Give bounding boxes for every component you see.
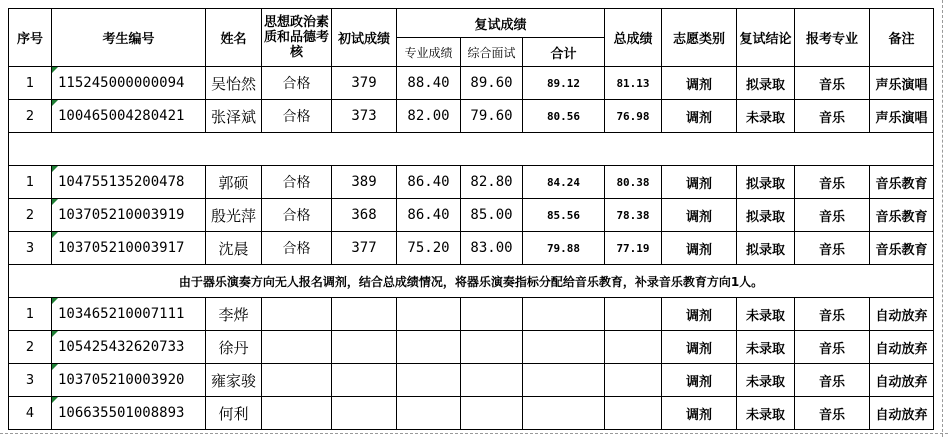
remark-cell[interactable]: 音乐教育	[870, 166, 934, 199]
col-volunteer-type-header[interactable]: 志愿类别	[662, 9, 737, 67]
major-score-cell[interactable]: 82.00	[397, 100, 461, 133]
major-score-cell[interactable]	[397, 298, 461, 331]
cell-marker-icon	[52, 100, 58, 106]
seq-cell[interactable]: 3	[9, 364, 52, 397]
political-cell[interactable]: 合格	[262, 100, 332, 133]
exam-id-text: 103465210007111	[58, 306, 185, 322]
exam-id-text: 106635501008893	[58, 405, 185, 421]
remark-cell[interactable]: 音乐教育	[870, 199, 934, 232]
name-cell[interactable]: 李烨	[206, 298, 262, 331]
total-score-cell[interactable]: 80.38	[605, 166, 662, 199]
initial-score-cell[interactable]	[332, 364, 397, 397]
total-score-cell[interactable]	[605, 331, 662, 364]
exam-id-cell[interactable]	[52, 166, 206, 199]
major-cell[interactable]: 音乐	[795, 397, 870, 430]
remark-cell[interactable]: 自动放弃	[870, 298, 934, 331]
seq-cell[interactable]: 1	[9, 166, 52, 199]
conclusion-cell[interactable]: 未录取	[737, 100, 795, 133]
table-row	[9, 298, 934, 331]
exam-id-cell[interactable]	[52, 67, 206, 100]
initial-score-cell[interactable]	[332, 331, 397, 364]
conclusion-cell[interactable]: 未录取	[737, 364, 795, 397]
major-cell[interactable]: 音乐	[795, 364, 870, 397]
major-cell[interactable]: 音乐	[795, 100, 870, 133]
major-cell[interactable]: 音乐	[795, 331, 870, 364]
seq-cell[interactable]: 2	[9, 100, 52, 133]
total-score-cell[interactable]: 76.98	[605, 100, 662, 133]
col-political-header[interactable]: 思想政治素质和品德考核	[262, 9, 332, 67]
volunteer-type-cell[interactable]: 调剂	[662, 397, 737, 430]
col-remark-header[interactable]: 备注	[870, 9, 934, 67]
page-break-vertical	[942, 0, 943, 437]
col-retest-total-header[interactable]: 合计	[523, 38, 605, 67]
remark-cell[interactable]: 自动放弃	[870, 397, 934, 430]
table-row	[9, 199, 934, 232]
retest-sum-cell[interactable]	[523, 331, 605, 364]
table-row	[9, 67, 934, 100]
volunteer-type-cell[interactable]: 调剂	[662, 364, 737, 397]
table-row	[9, 166, 934, 199]
header-row	[9, 9, 934, 38]
col-retest-major-header[interactable]: 专业成绩	[397, 38, 461, 67]
cell-marker-icon	[52, 166, 58, 172]
volunteer-type-cell[interactable]: 调剂	[662, 199, 737, 232]
retest-sum-cell[interactable]: 80.56	[523, 100, 605, 133]
exam-id-cell[interactable]	[52, 100, 206, 133]
major-score-cell[interactable]: 75.20	[397, 232, 461, 265]
cell-marker-icon	[52, 397, 58, 403]
total-score-cell[interactable]: 81.13	[605, 67, 662, 100]
major-score-cell[interactable]	[397, 331, 461, 364]
col-initial-score-header[interactable]: 初试成绩	[332, 9, 397, 67]
total-score-cell[interactable]	[605, 397, 662, 430]
name-cell[interactable]: 殷光萍	[206, 199, 262, 232]
volunteer-type-cell[interactable]: 调剂	[662, 166, 737, 199]
retest-sum-cell[interactable]	[523, 397, 605, 430]
seq-cell[interactable]: 1	[9, 298, 52, 331]
blank-row	[9, 133, 934, 166]
total-score-cell[interactable]: 77.19	[605, 232, 662, 265]
volunteer-type-cell[interactable]: 调剂	[662, 67, 737, 100]
initial-score-cell[interactable]: 373	[332, 100, 397, 133]
interview-score-cell[interactable]: 79.60	[461, 100, 523, 133]
seq-cell[interactable]: 1	[9, 67, 52, 100]
name-cell[interactable]: 郭硕	[206, 166, 262, 199]
political-cell[interactable]	[262, 364, 332, 397]
political-cell[interactable]: 合格	[262, 67, 332, 100]
table-row	[9, 100, 934, 133]
interview-score-cell[interactable]: 83.00	[461, 232, 523, 265]
conclusion-cell[interactable]: 拟录取	[737, 232, 795, 265]
major-score-cell[interactable]: 88.40	[397, 67, 461, 100]
exam-id-text: 103705210003917	[58, 240, 185, 256]
exam-id-text: 103705210003919	[58, 207, 185, 223]
conclusion-cell[interactable]: 拟录取	[737, 67, 795, 100]
major-cell[interactable]: 音乐	[795, 67, 870, 100]
remark-cell[interactable]: 声乐演唱	[870, 100, 934, 133]
volunteer-type-cell[interactable]: 调剂	[662, 298, 737, 331]
political-cell[interactable]: 合格	[262, 199, 332, 232]
remark-cell[interactable]: 自动放弃	[870, 364, 934, 397]
col-retest-interview-header[interactable]: 综合面试	[461, 38, 523, 67]
col-total-header[interactable]: 总成绩	[605, 9, 662, 67]
col-retest-conclusion-header[interactable]: 复试结论	[737, 9, 795, 67]
interview-score-cell[interactable]	[461, 331, 523, 364]
interview-score-cell[interactable]: 82.80	[461, 166, 523, 199]
seq-cell[interactable]: 3	[9, 232, 52, 265]
total-score-cell[interactable]: 78.38	[605, 199, 662, 232]
cell-marker-icon	[52, 298, 58, 304]
political-cell[interactable]	[262, 298, 332, 331]
retest-sum-cell[interactable]	[523, 298, 605, 331]
total-score-cell[interactable]	[605, 298, 662, 331]
exam-id-text: 105425432620733	[58, 339, 185, 355]
exam-id-cell[interactable]	[52, 397, 206, 430]
political-cell[interactable]	[262, 397, 332, 430]
initial-score-cell[interactable]	[332, 397, 397, 430]
col-exam-id-header[interactable]: 考生编号	[52, 9, 206, 67]
conclusion-cell[interactable]: 拟录取	[737, 166, 795, 199]
blank-cell[interactable]	[9, 133, 934, 166]
seq-cell[interactable]: 2	[9, 331, 52, 364]
note-row	[9, 265, 934, 298]
remark-cell[interactable]: 自动放弃	[870, 331, 934, 364]
cell-marker-icon	[52, 364, 58, 370]
exam-id-text: 115245000000094	[58, 75, 185, 91]
volunteer-type-cell[interactable]: 调剂	[662, 100, 737, 133]
exam-id-cell[interactable]	[52, 364, 206, 397]
remark-cell[interactable]: 音乐教育	[870, 232, 934, 265]
col-major-header[interactable]: 报考专业	[795, 9, 870, 67]
cell-marker-icon	[52, 199, 58, 205]
major-cell[interactable]: 音乐	[795, 232, 870, 265]
seq-cell[interactable]: 2	[9, 199, 52, 232]
name-cell[interactable]: 徐丹	[206, 331, 262, 364]
total-score-cell[interactable]	[605, 364, 662, 397]
col-name-header[interactable]: 姓名	[206, 9, 262, 67]
major-score-cell[interactable]: 86.40	[397, 199, 461, 232]
political-cell[interactable]	[262, 331, 332, 364]
initial-score-cell[interactable]: 368	[332, 199, 397, 232]
initial-score-cell[interactable]: 389	[332, 166, 397, 199]
name-cell[interactable]: 吴怡然	[206, 67, 262, 100]
col-seq-header[interactable]: 序号	[9, 9, 52, 67]
table-row	[9, 331, 934, 364]
results-table	[8, 8, 934, 430]
seq-cell[interactable]: 4	[9, 397, 52, 430]
name-cell[interactable]: 何利	[206, 397, 262, 430]
major-cell[interactable]: 音乐	[795, 199, 870, 232]
major-cell[interactable]: 音乐	[795, 298, 870, 331]
major-cell[interactable]: 音乐	[795, 166, 870, 199]
major-score-cell[interactable]	[397, 364, 461, 397]
initial-score-cell[interactable]	[332, 298, 397, 331]
exam-id-cell[interactable]	[52, 232, 206, 265]
major-score-cell[interactable]: 86.40	[397, 166, 461, 199]
name-cell[interactable]: 雍家骏	[206, 364, 262, 397]
exam-id-text: 103705210003920	[58, 372, 185, 388]
name-cell[interactable]: 沈晨	[206, 232, 262, 265]
exam-id-cell[interactable]	[52, 331, 206, 364]
exam-id-cell[interactable]	[52, 298, 206, 331]
exam-id-text: 100465004280421	[58, 108, 185, 124]
interview-score-cell[interactable]: 85.00	[461, 199, 523, 232]
cell-marker-icon	[52, 67, 58, 73]
note-cell[interactable]: 由于器乐演奏方向无人报名调剂，结合总成绩情况，将器乐演奏指标分配给音乐教育，补录音乐教育方向1人。	[9, 265, 934, 298]
conclusion-cell[interactable]: 未录取	[737, 331, 795, 364]
volunteer-type-cell[interactable]: 调剂	[662, 232, 737, 265]
table-row	[9, 364, 934, 397]
major-score-cell[interactable]	[397, 397, 461, 430]
retest-sum-cell[interactable]: 79.88	[523, 232, 605, 265]
conclusion-cell[interactable]: 未录取	[737, 397, 795, 430]
political-cell[interactable]: 合格	[262, 232, 332, 265]
table-row	[9, 232, 934, 265]
interview-score-cell[interactable]	[461, 298, 523, 331]
remark-cell[interactable]: 声乐演唱	[870, 67, 934, 100]
retest-sum-cell[interactable]: 89.12	[523, 67, 605, 100]
interview-score-cell[interactable]	[461, 364, 523, 397]
volunteer-type-cell[interactable]: 调剂	[662, 331, 737, 364]
col-retest-header[interactable]: 复试成绩	[397, 9, 605, 38]
political-cell[interactable]: 合格	[262, 166, 332, 199]
conclusion-cell[interactable]: 拟录取	[737, 199, 795, 232]
initial-score-cell[interactable]: 379	[332, 67, 397, 100]
retest-sum-cell[interactable]	[523, 364, 605, 397]
exam-id-cell[interactable]	[52, 199, 206, 232]
initial-score-cell[interactable]: 377	[332, 232, 397, 265]
cell-marker-icon	[52, 232, 58, 238]
interview-score-cell[interactable]	[461, 397, 523, 430]
table-row	[9, 397, 934, 430]
name-cell[interactable]: 张泽斌	[206, 100, 262, 133]
exam-id-text: 104755135200478	[58, 174, 185, 190]
retest-sum-cell[interactable]: 85.56	[523, 199, 605, 232]
conclusion-cell[interactable]: 未录取	[737, 298, 795, 331]
retest-sum-cell[interactable]: 84.24	[523, 166, 605, 199]
page-break-horizontal	[0, 433, 948, 434]
interview-score-cell[interactable]: 89.60	[461, 67, 523, 100]
cell-marker-icon	[52, 331, 58, 337]
